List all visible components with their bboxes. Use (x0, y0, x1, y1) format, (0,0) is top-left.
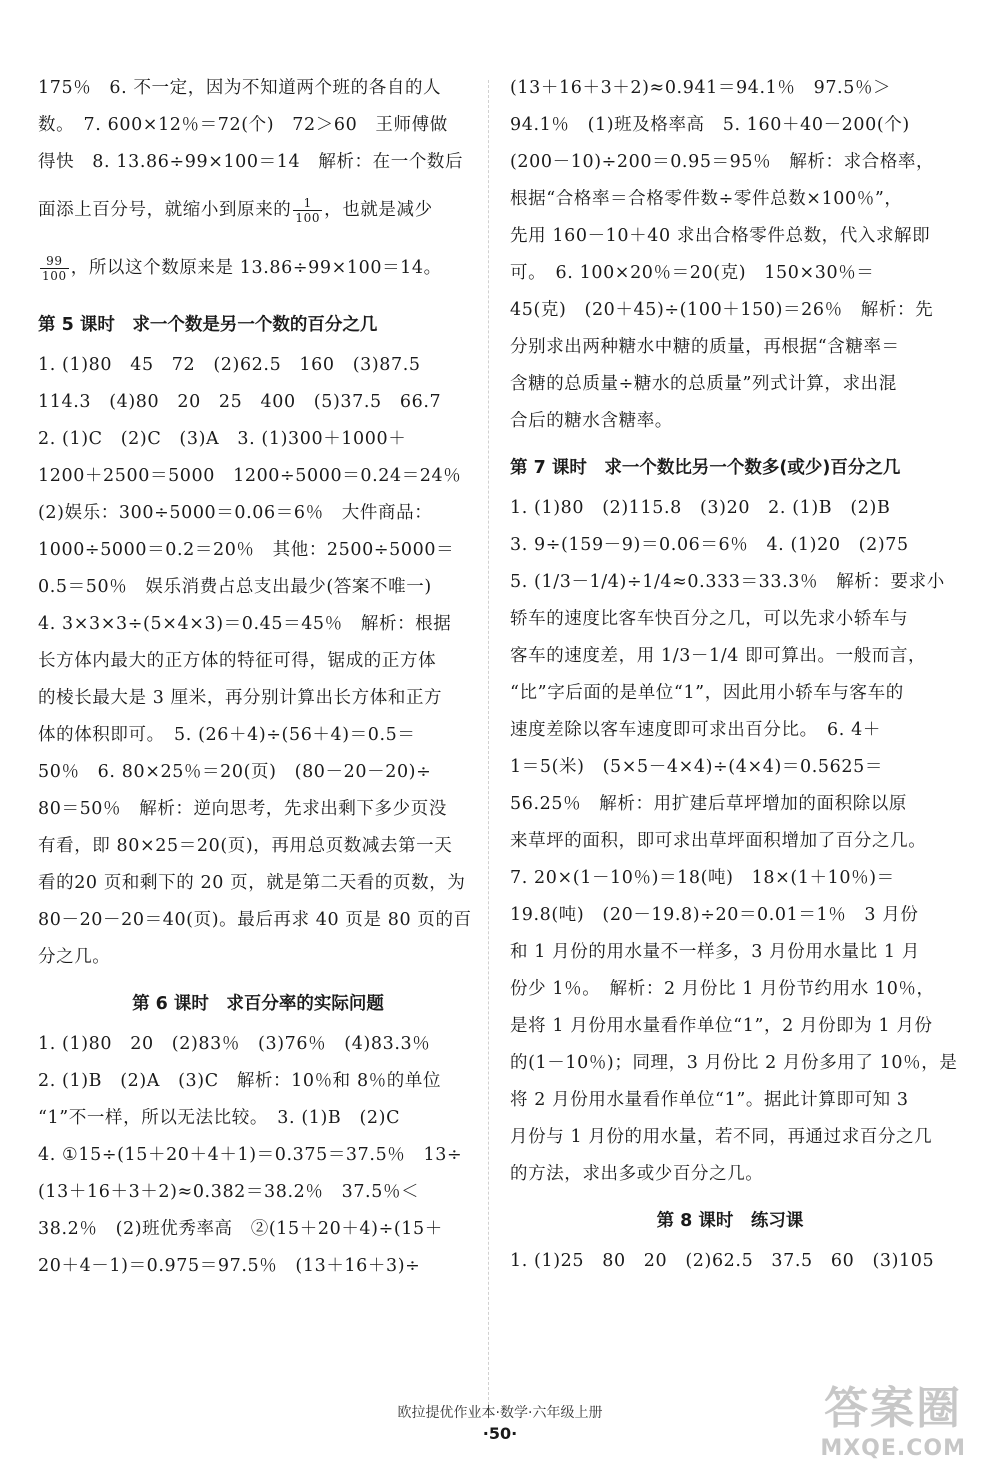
text-line: 分之几。 (38, 947, 111, 967)
section-heading: 第 5 课时 求一个数是另一个数的百分之几 (38, 315, 378, 335)
text-line: 3. 9÷(159－9)＝0.06＝6％ 4. (1)20 (2)75 (510, 535, 909, 555)
text-line (38, 181, 478, 239)
page-number: ·50· (482, 1424, 518, 1443)
text-line: 80＝50％ 解析：逆向思考，先求出剩下多少页没 (38, 799, 447, 819)
text-line: 体的体积即可。 5. (26＋4)÷(56＋4)＝0.5＝ (38, 725, 416, 745)
left-column (38, 70, 478, 1285)
text-fragment: 面添上百分号，就缩小到原来的 (38, 200, 292, 220)
text-line: 94.1％ (1)班及格率高 5. 160＋40－200(个) (510, 115, 910, 135)
text-line: 19.8(吨) (20－19.8)÷20＝0.01＝1％ 3 月份 (510, 905, 919, 925)
text-line: 0.5＝50％ 娱乐消费占总支出最少(答案不唯一) (38, 577, 432, 597)
text-line: 分别求出两种糖水中糖的质量，再根据“含糖率＝ (510, 337, 900, 357)
text-line: 2. (1)C (2)C (3)A 3. (1)300＋1000＋ (38, 429, 407, 449)
text-line: 80－20－20＝40(页)。最后再求 40 页是 80 页的百 (38, 910, 472, 930)
text-line: 的方法，求出多或少百分之几。 (510, 1164, 764, 1184)
text-line: 1. (1)80 (2)115.8 (3)20 2. (1)B (2)B (510, 498, 891, 518)
text-line: “1”不一样，所以无法比较。 3. (1)B (2)C (38, 1108, 401, 1128)
watermark-url: MXQE.COM (820, 1436, 966, 1461)
right-column (510, 70, 958, 1280)
text-line: 4. ①15÷(15＋20＋4＋1)＝0.375＝37.5％ 13÷ (38, 1145, 463, 1165)
text-line: 38.2％ (2)班优秀率高 ②(15＋20＋4)÷(15＋ (38, 1219, 443, 1239)
text-line: (13＋16＋3＋2)≈0.382＝38.2％ 37.5％＜ (38, 1182, 420, 1202)
text-line: (200－10)÷200＝0.95＝95％ 解析：求合格率， (510, 152, 935, 172)
text-line: 1000÷5000＝0.2＝20％ 其他：2500÷5000＝ (38, 540, 455, 560)
text-line: 56.25％ 解析：用扩建后草坪增加的面积除以原 (510, 794, 907, 814)
text-line: 看的20 页和剩下的 20 页，就是第二天看的页数，为 (38, 873, 466, 893)
column-divider (488, 80, 489, 1410)
text-line (38, 239, 478, 297)
text-line: 先用 160－10＋40 求出合格零件总数，代入求解即 (510, 226, 931, 246)
text-line: 是将 1 月份用水量看作单位“1”，2 月份即为 1 月份 (510, 1016, 933, 1036)
fraction-denominator: 100 (295, 211, 321, 225)
text-line: 客车的速度差，用 1/3－1/4 即可算出。一般而言， (510, 646, 927, 666)
section-heading: 第 7 课时 求一个数比另一个数多(或少)百分之几 (510, 458, 901, 478)
text-line: 数。 7. 600×12％＝72(个) 72＞60 王师傅做 (38, 115, 448, 135)
text-fragment: ，也就是减少 (324, 200, 433, 220)
text-line: 的(1－10％)；同理，3 月份比 2 月份多用了 10％，是 (510, 1053, 958, 1073)
text-line: (13＋16＋3＋2)≈0.941＝94.1％ 97.5％＞ (510, 78, 892, 98)
text-line: 1. (1)25 80 20 (2)62.5 37.5 60 (3)105 (510, 1251, 935, 1271)
text-line: 7. 20×(1－10％)＝18(吨) 18×(1＋10％)＝ (510, 868, 895, 888)
text-line: 合后的糖水含糖率。 (510, 411, 673, 431)
text-fragment: ，所以这个数原来是 13.86÷99×100＝14。 (70, 258, 442, 278)
watermark (820, 1372, 966, 1461)
text-line: (2)娱乐：300÷5000＝0.06＝6％ 大件商品： (38, 503, 433, 523)
fraction-denominator: 100 (42, 269, 67, 283)
text-line: 50％ 6. 80×25％＝20(页) (80－20－20)÷ (38, 762, 432, 782)
text-line: 有看，即 80×25＝20(页)，再用总页数减去第一天 (38, 836, 453, 856)
fraction (293, 196, 322, 225)
text-line: 将 2 月份用水量看作单位“1”。据此计算即可知 3 (510, 1090, 909, 1110)
section-heading: 第 8 课时 练习课 (656, 1211, 804, 1231)
text-line: “比”字后面的是单位“1”，因此用小轿车与客车的 (510, 683, 904, 703)
text-line: 份少 1％。 解析：2 月份比 1 月份节约用水 10％， (510, 979, 935, 999)
text-line: 根据“合格率＝合格零件数÷零件总数×100％”， (510, 189, 903, 209)
section-heading: 第 6 课时 求百分率的实际问题 (132, 994, 384, 1014)
text-line: 175％ 6. 不一定，因为不知道两个班的各自的人 (38, 78, 442, 98)
text-line: 的棱长最大是 3 厘米，再分别计算出长方体和正方 (38, 688, 443, 708)
text-line: 得快 8. 13.86÷99×100＝14 解析：在一个数后 (38, 152, 464, 172)
text-line: 114.3 (4)80 20 25 400 (5)37.5 66.7 (38, 392, 442, 412)
fraction (40, 254, 69, 283)
text-line: 和 1 月份的用水量不一样多，3 月份用水量比 1 月 (510, 942, 920, 962)
text-line: 可。 6. 100×20％＝20(克) 150×30％＝ (510, 263, 875, 283)
text-line: 来草坪的面积，即可求出草坪面积增加了百分之几。 (510, 831, 927, 851)
text-line: 1＝5(米) (5×5－4×4)÷(4×4)＝0.5625＝ (510, 757, 883, 777)
fraction-numerator: 99 (40, 254, 69, 269)
text-line: 5. (1/3－1/4)÷1/4≈0.333＝33.3％ 解析：要求小 (510, 572, 945, 592)
book-title: 欧拉提优作业本·数学·六年级上册 (397, 1405, 603, 1421)
text-line: 1200＋2500＝5000 1200÷5000＝0.24＝24％ (38, 466, 462, 486)
text-line: 4. 3×3×3÷(5×4×3)＝0.45＝45％ 解析：根据 (38, 614, 452, 634)
text-line: 含糖的总质量÷糖水的总质量”列式计算，求出混 (510, 374, 897, 394)
text-line: 轿车的速度比客车快百分之几，可以先求小轿车与 (510, 609, 909, 629)
fraction-numerator: 1 (293, 196, 322, 211)
text-line: 1. (1)80 45 72 (2)62.5 160 (3)87.5 (38, 355, 421, 375)
text-line: 45(克) (20＋45)÷(100＋150)＝26％ 解析：先 (510, 300, 934, 320)
text-line: 2. (1)B (2)A (3)C 解析：10％和 8％的单位 (38, 1071, 442, 1091)
text-line: 月份与 1 月份的用水量，若不同，再通过求百分之几 (510, 1127, 933, 1147)
watermark-logo: 答案圈 (824, 1383, 963, 1434)
text-line: 20＋4－1)＝0.975＝97.5％ (13＋16＋3)÷ (38, 1256, 421, 1276)
text-line: 速度差除以客车速度即可求出百分比。 6. 4＋ (510, 720, 881, 740)
text-line: 长方体内最大的正方体的特征可得，锯成的正方体 (38, 651, 437, 671)
text-line: 1. (1)80 20 (2)83％ (3)76％ (4)83.3％ (38, 1034, 431, 1054)
